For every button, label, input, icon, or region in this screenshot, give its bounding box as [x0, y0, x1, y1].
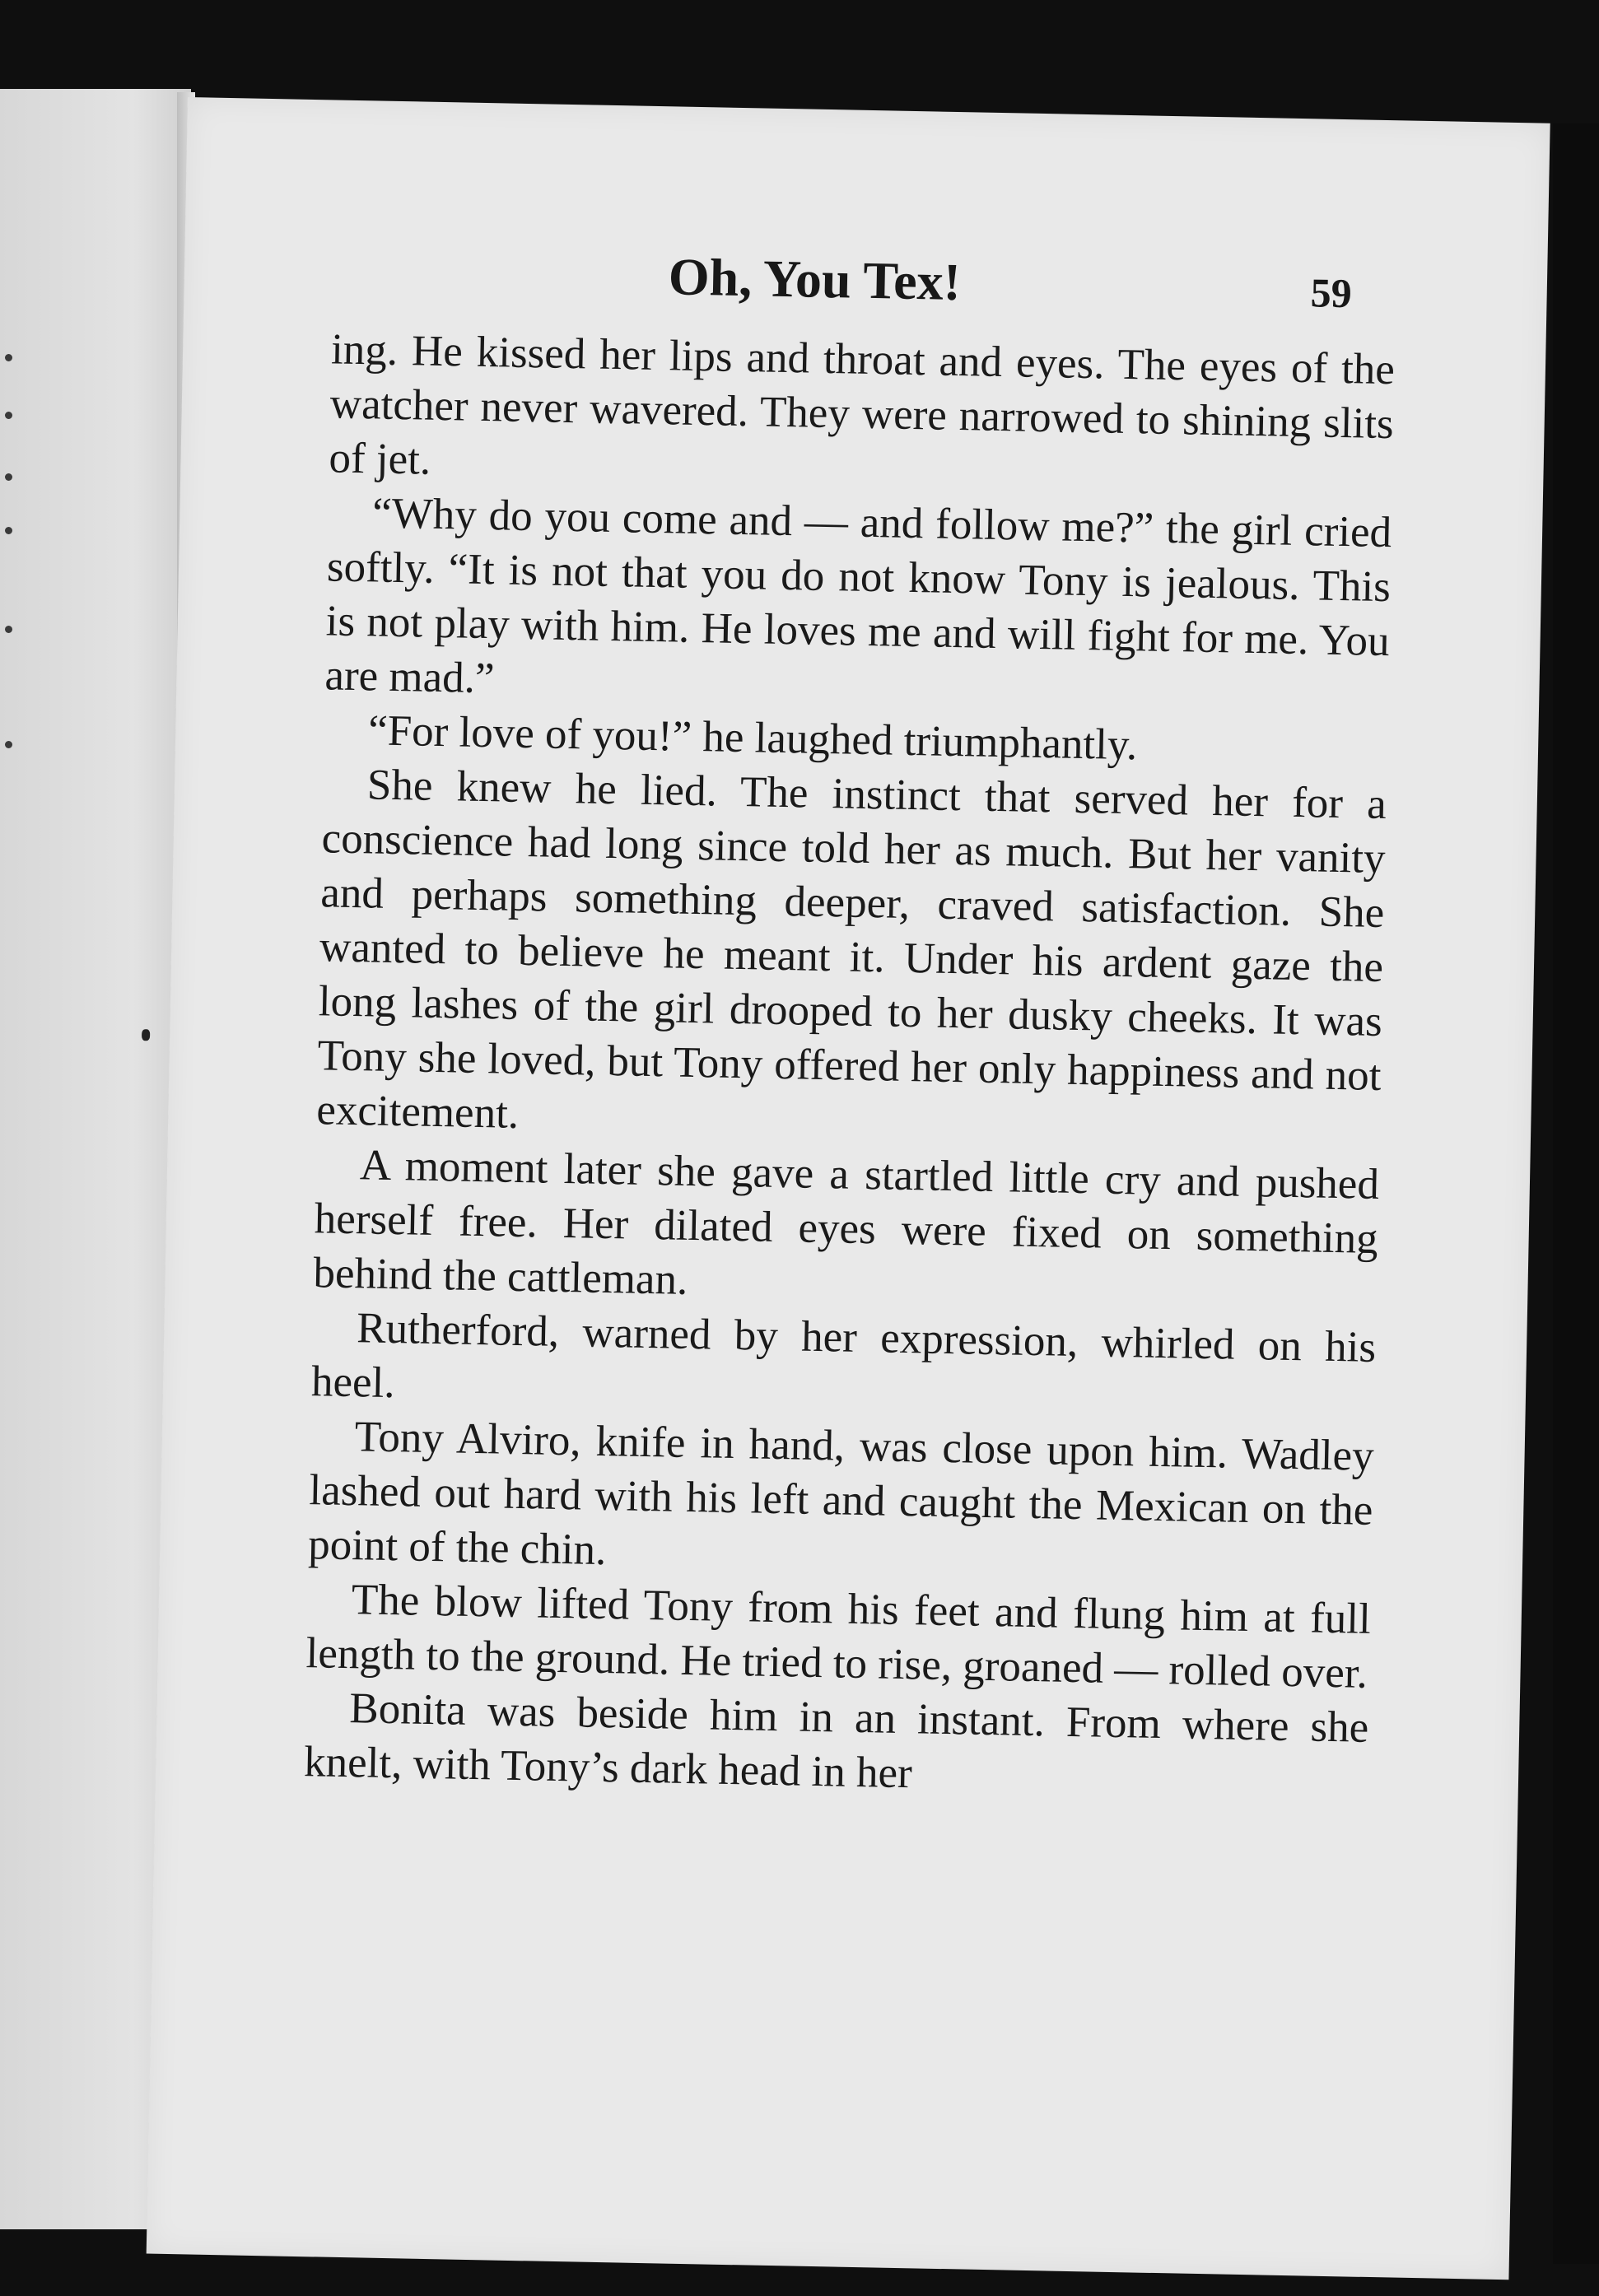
paragraph: Rutherford, warned by her expression, whirled on his heel.: [310, 1304, 1377, 1408]
paragraph: A moment later she gave a startled little cry and pushed herself free. Her dilated eyes were fixed on something behind the cattleman.: [313, 1141, 1380, 1304]
paragraph: She knew he lied. The instinct that served her for a conscience had long since told her as much. But her vanity and perhaps something deeper, craved satisfaction. She wanted to believe he meant it. Under his ardent gaze the long lashes of the girl drooped to her dusky cheeks. It was Tony she loved, but Tony offered her only happiness and not excitement.: [315, 761, 1387, 1138]
page-header: [184, 237, 1547, 338]
running-title: Oh, You Tex!: [668, 247, 962, 312]
paragraph: ing. He kissed her lips and throat and eyes. The eyes of the watcher never wavered. They were narrowed to shining slits of jet.: [329, 325, 1396, 484]
paragraph: The blow lifted Tony from his feet and flung him at full length to the ground. He tried to rise, groaned — rolled over.: [305, 1576, 1372, 1698]
scan-mark: [5, 626, 12, 633]
scan-mark: [5, 527, 12, 534]
scan-mark: [5, 741, 12, 748]
scan-border: [1553, 123, 1599, 2264]
scan-mark: [5, 354, 12, 361]
body-text: [304, 322, 1396, 1809]
scan-mark: [5, 412, 12, 419]
book-page: [147, 97, 1550, 2280]
paragraph: Tony Alviro, knife in hand, was close upon him. Wadley lashed out hard with his left and caught the Mexican on the point of the chin.: [307, 1413, 1375, 1575]
paragraph: “Why do you come and — and follow me?” the girl cried softly. “It is not that you do not know Tony is jealous. This is not play with him. He loves me and will fight for me. You are mad.”: [324, 489, 1392, 703]
paragraph: “For love of you!” he laughed triumphantly.: [367, 706, 1138, 770]
margin-mark: [142, 1029, 150, 1041]
paragraph: Bonita was beside him in an instant. From where she knelt, with Tony’s dark head in her: [303, 1684, 1369, 1798]
scan-mark: [5, 473, 12, 481]
page-number: 59: [1310, 269, 1353, 317]
